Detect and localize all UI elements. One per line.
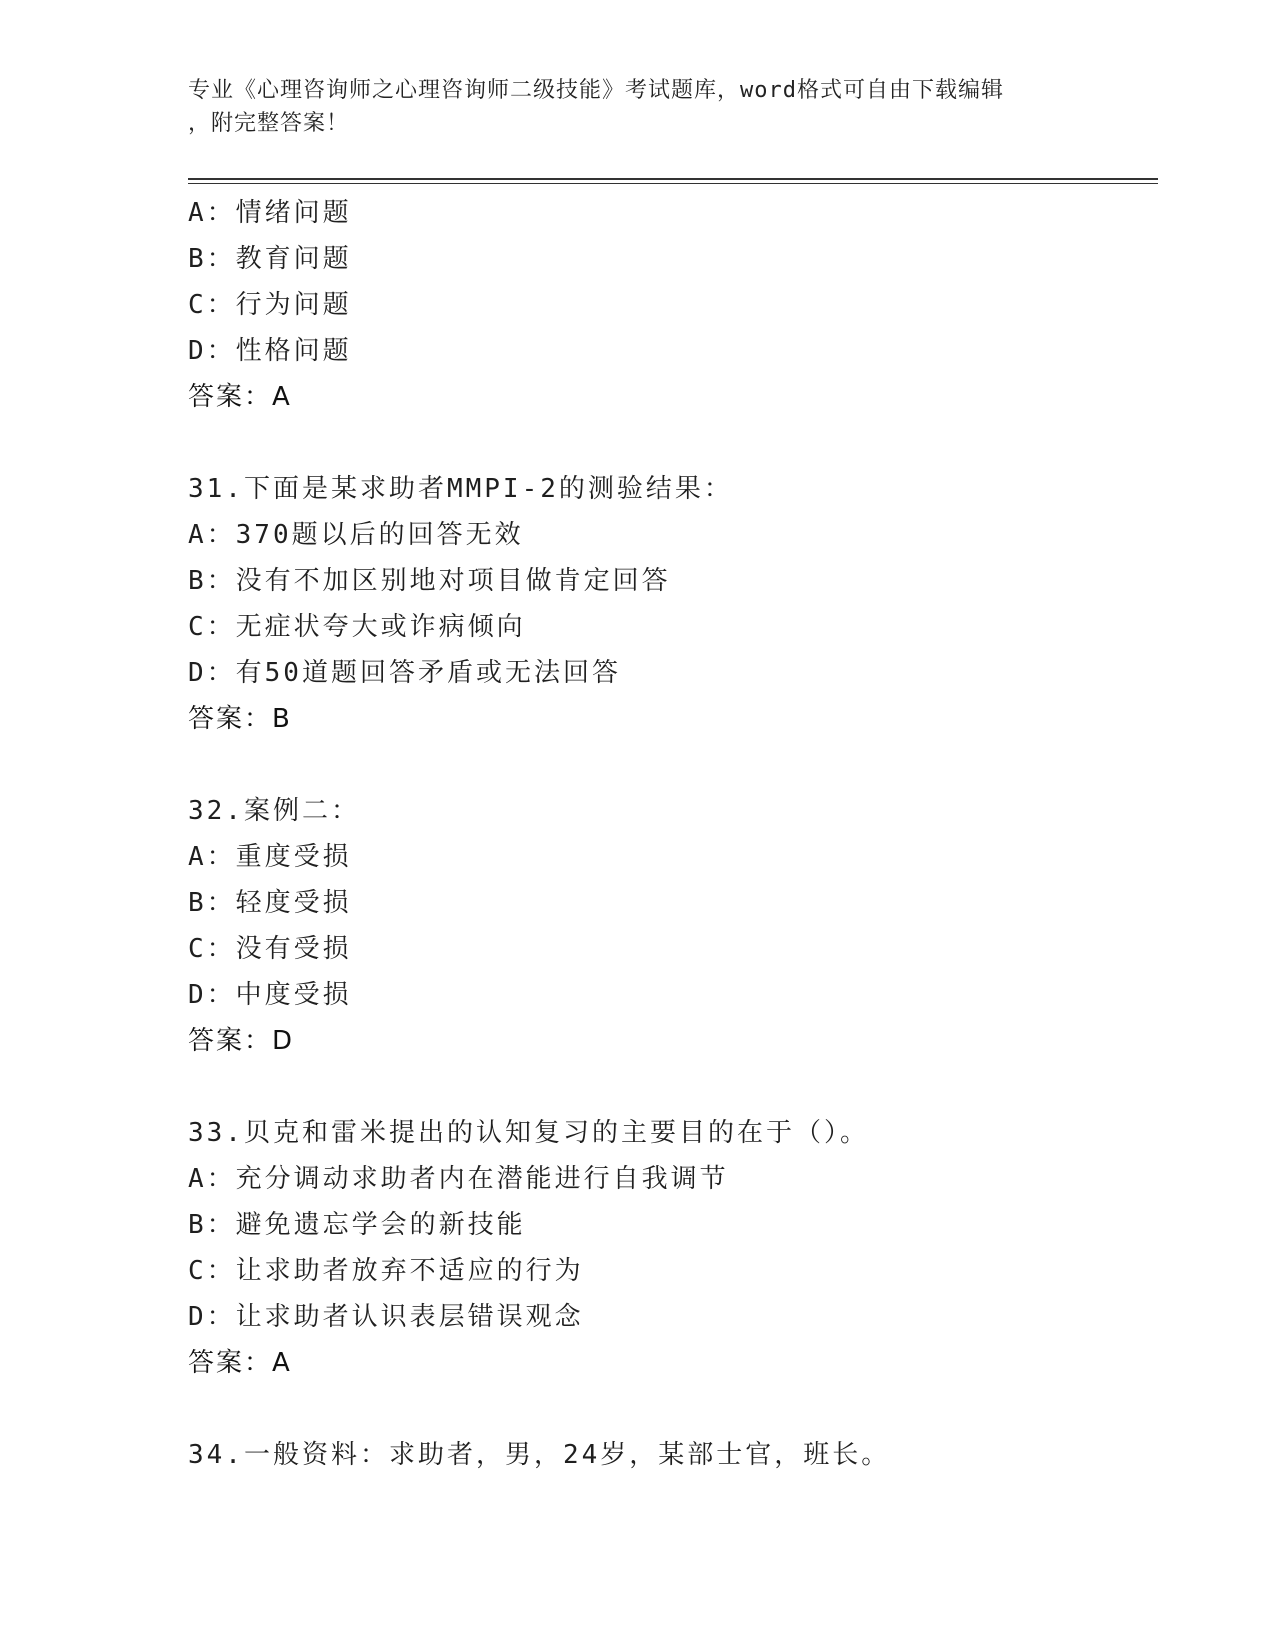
header-line-2: ，附完整答案！ — [188, 111, 350, 136]
question-list — [188, 190, 1148, 1478]
document-header — [188, 74, 1088, 140]
question-title: 31.下面是某求助者MMPI-2的测验结果： — [188, 474, 733, 504]
option-d: D：性格问题 — [188, 336, 352, 366]
question-31-block — [188, 466, 1148, 742]
option-a: A：重度受损 — [188, 842, 352, 872]
answer-line: 答案：B — [188, 704, 292, 734]
question-33-block — [188, 1110, 1148, 1386]
question-30-block — [188, 190, 1148, 420]
answer-line: 答案：A — [188, 382, 292, 412]
option-a: A：情绪问题 — [188, 198, 352, 228]
option-b: B：没有不加区别地对项目做肯定回答 — [188, 566, 671, 596]
question-title: 34.一般资料：求助者，男，24岁，某部士官，班长。 — [188, 1440, 891, 1470]
option-a: A：充分调动求助者内在潜能进行自我调节 — [188, 1164, 729, 1194]
header-rule-thick — [188, 178, 1158, 180]
answer-line: 答案：A — [188, 1348, 292, 1378]
answer-line: 答案：D — [188, 1026, 295, 1056]
header-rule-thin — [188, 183, 1158, 184]
question-32-block — [188, 788, 1148, 1064]
option-d: D：有50道题回答矛盾或无法回答 — [188, 658, 621, 688]
option-b: B：教育问题 — [188, 244, 352, 274]
question-34-block — [188, 1432, 1148, 1478]
option-b: B：避免遗忘学会的新技能 — [188, 1210, 526, 1240]
option-d: D：让求助者认识表层错误观念 — [188, 1302, 584, 1332]
option-c: C：让求助者放弃不适应的行为 — [188, 1256, 584, 1286]
header-line-1: 专业《心理咨询师之心理咨询师二级技能》考试题库，word格式可自由下载编辑 — [188, 78, 1004, 103]
option-c: C：无症状夸大或诈病倾向 — [188, 612, 526, 642]
option-c: C：行为问题 — [188, 290, 352, 320]
option-b: B：轻度受损 — [188, 888, 352, 918]
option-d: D：中度受损 — [188, 980, 352, 1010]
question-title: 33.贝克和雷米提出的认知复习的主要目的在于（）。 — [188, 1118, 869, 1148]
option-c: C：没有受损 — [188, 934, 352, 964]
question-title: 32.案例二： — [188, 796, 360, 826]
option-a: A：370题以后的回答无效 — [188, 520, 524, 550]
